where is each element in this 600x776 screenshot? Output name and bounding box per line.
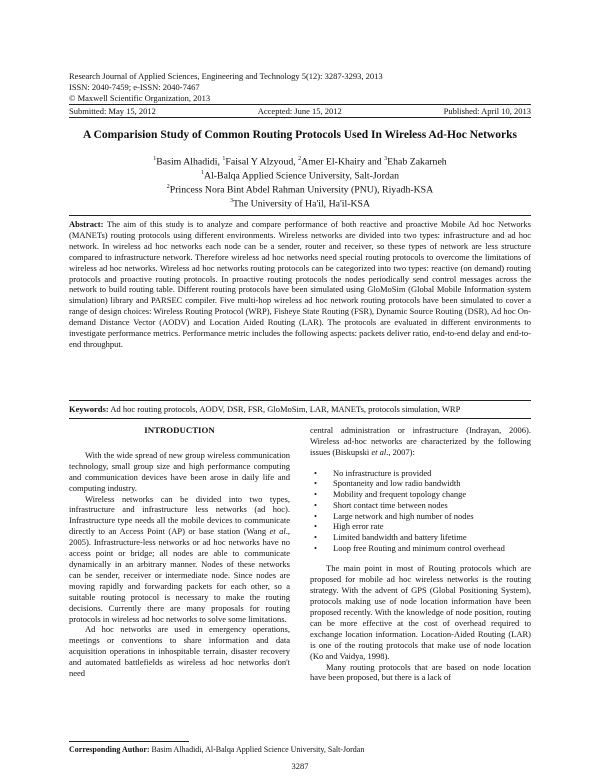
- footer-text: Basim Alhadidi, Al-Balqa Applied Science University, Salt-Jordan: [151, 745, 365, 754]
- issn-line: ISSN: 2040-7459; e-ISSN: 2040-7467: [69, 82, 200, 92]
- right-paragraph-1: [310, 425, 531, 458]
- corresponding-author: [69, 745, 364, 754]
- journal-citation: Research Journal of Applied Sciences, Engineering and Technology 5(12): 3287-3293, 2013: [69, 71, 383, 81]
- author-sup: 1: [153, 156, 157, 162]
- accepted-date: Accepted: June 15, 2012: [257, 106, 342, 116]
- intro-paragraph-3: Ad hoc networks are used in emergency operations, meetings or conventions to share information and data acquisition operations in inhospitable terrain, disaster recovery and automated battlefields as wireless ad hoc networks don't need: [69, 624, 290, 679]
- author-sup: 1: [222, 156, 226, 162]
- list-item: [310, 478, 531, 489]
- list-item: [310, 521, 531, 532]
- footer-label: Corresponding Author:: [69, 745, 150, 754]
- abstract-text: The aim of this study is to analyze and compare performance of both reactive and proactive Mobile Ad hoc Networks (MANETs) routing protocols using different environments. Wireless networks are divided into two types: infrastructure and ad hoc network. In wireless ad hoc networks each node can be a sender, router and receiver, so these types of network are less structure compared to infrastructure network. Therefore wireless ad hoc networks need special routing protocols to overcome the limitations of wireless ad hoc networks. Wireless ad hoc networks routing protocols can be categorized into two types: reactive (on demand) routing protocols and proactive routing protocols. In proactive routing protocols the nodes periodically send control messages across the network to build routing table. Different routing protocols have been simulated using GloMoSim (Global Mobile Information system simulation) library and PARSEC compiler. Five multi-hop wireless ad hoc network routing protocols have been simulated to cover a range of design choices: Wireless Routing Protocol (WRP), Fisheye State Routing (FSR), Dynamic Source Routing (DSR), Ad hoc On-demand Distance Vector (AODV) and Location Aided Routing (LAR). The protocols are evaluated in different environments to investigate performance metrics. Performance metric includes the following aspects: packets deliver ratio, end-to-end delay and end-to-end throughput.: [69, 219, 531, 349]
- list-item: [310, 532, 531, 543]
- paper-title: A Comparision Study of Common Routing Protocols Used In Wireless Ad-Hoc Networks: [83, 129, 517, 141]
- intro-paragraph-2: [69, 494, 290, 625]
- et-al: et al: [371, 446, 387, 457]
- author-name: Faisal Y Alzyoud,: [225, 156, 296, 168]
- abstract: [69, 219, 531, 350]
- list-item-text: High error rate: [333, 521, 384, 532]
- bullet-icon: •: [314, 478, 317, 489]
- keywords-label: Keywords:: [69, 404, 109, 414]
- bullet-icon: •: [314, 531, 317, 542]
- abstract-rule-bottom: [69, 400, 531, 401]
- keywords-rule: [69, 418, 531, 419]
- bullet-icon: •: [314, 499, 317, 510]
- section-heading: INTRODUCTION: [144, 425, 215, 435]
- list-item-text: Limited bandwidth and battery lifetime: [333, 531, 467, 542]
- list-item: [310, 489, 531, 500]
- et-al: et al: [269, 526, 286, 537]
- right-paragraph-3: Many routing protocols that are based on node location have been proposed, but there is a lack of: [310, 661, 531, 683]
- paragraph-text: ., 2005). Infrastructure-less networks or ad hoc networks have no access point or bridge; all nodes are able to communicate dynamically in an arbitrary manner. Nodes of these networks can be sender, receiver or intermediate node. Since nodes are moving rapidly and forwarding packets for each other, so a suitable routing protocol is necessary to make the routing decisions. Currently there are many proposals for routing protocols in wireless ad hoc networks to solve some limitations.: [69, 526, 290, 624]
- paragraph-text: ., 2007):: [386, 446, 415, 457]
- list-item: [310, 468, 531, 479]
- list-item-text: Large network and high number of nodes: [333, 510, 474, 521]
- submission-dates: [69, 106, 531, 116]
- bullet-icon: •: [314, 521, 317, 532]
- page-number: 3287: [291, 761, 309, 771]
- list-item-text: Loop free Routing and minimum control overhead: [333, 542, 505, 553]
- header-rule-bottom: [69, 117, 531, 118]
- affiliation-sup: 2: [166, 184, 170, 190]
- author-name: Ehab Zakarneh: [387, 156, 447, 168]
- author-sup: 3: [384, 156, 388, 162]
- submitted-date: Submitted: May 15, 2012: [69, 106, 156, 116]
- paragraph-text: Wireless networks can be divided into two types, infrastructure and infrastructure less networks (ad hoc). Infrastructure type needs all the mobile devices to communicate directly to an Access Point (AP) or base station (Wang: [69, 493, 290, 537]
- published-date: Published: April 10, 2013: [443, 106, 531, 116]
- intro-paragraph-1: With the wide spread of new group wireless communication technology, small group size and high performance computing and communication devices have been arose in daily life and computing industry.: [69, 449, 290, 493]
- copyright-line: © Maxwell Scientific Organization, 2013: [69, 93, 211, 103]
- affiliation-sup: 1: [201, 170, 204, 176]
- keywords: [69, 404, 531, 414]
- bullet-icon: •: [314, 489, 317, 500]
- author-name: Basim Alhadidi,: [156, 156, 220, 168]
- right-column: [310, 425, 531, 683]
- paragraph-text: central administration or infrastructure (Indrayan, 2006). Wireless ad-hoc networks are characterized by the following issues (Biskupski: [310, 425, 531, 457]
- bullet-icon: •: [314, 467, 317, 478]
- author-name: Amer El-Khairy and: [301, 156, 382, 168]
- keywords-text: Ad hoc routing protocols, AODV, DSR, FSR, GloMoSim, LAR, MANETs, protocols simulation, WRP: [110, 404, 461, 414]
- left-column: [69, 425, 290, 679]
- abstract-label: Abstract:: [69, 219, 104, 229]
- list-item-text: No infrastructure is provided: [333, 467, 432, 478]
- header-rule-top: [69, 104, 531, 105]
- abstract-rule-top: [69, 215, 531, 216]
- right-paragraph-2: The main point in most of Routing protocols which are proposed for mobile ad hoc wireless networks is the routing strategy. With the advent of GPS (Global Positioning System), protocols making use of node location information have been proposed recently. With the knowledge of node position, routing can be more effective at the cost of overhead required to exchange location information. Location-Aided Routing (LAR) is one of the routing protocols that make use of node location (Ko and Vaidya, 1998).: [310, 563, 531, 661]
- footer-rule: [69, 741, 189, 742]
- list-item-text: Short contact time between nodes: [333, 499, 448, 510]
- affiliation-sup: 3: [229, 198, 233, 204]
- bullet-icon: •: [314, 510, 317, 521]
- affiliation-text: The University of Ha'il, Ha'il-KSA: [232, 198, 371, 210]
- affiliation-text: Al-Balqa Applied Science University, Salt-Jordan: [204, 170, 399, 182]
- affiliation-3: [0, 195, 600, 211]
- affiliation-text: Princess Nora Bint Abdel Rahman University (PNU), Riyadh-KSA: [169, 184, 434, 196]
- list-item-text: Spontaneity and low radio bandwidth: [333, 478, 461, 489]
- list-item-text: Mobility and frequent topology change: [333, 489, 467, 500]
- bullet-icon: •: [314, 542, 317, 553]
- list-item: [310, 511, 531, 522]
- list-item: [310, 543, 531, 554]
- list-item: [310, 500, 531, 511]
- author-sup: 2: [298, 156, 302, 162]
- characteristics-list: [310, 468, 531, 554]
